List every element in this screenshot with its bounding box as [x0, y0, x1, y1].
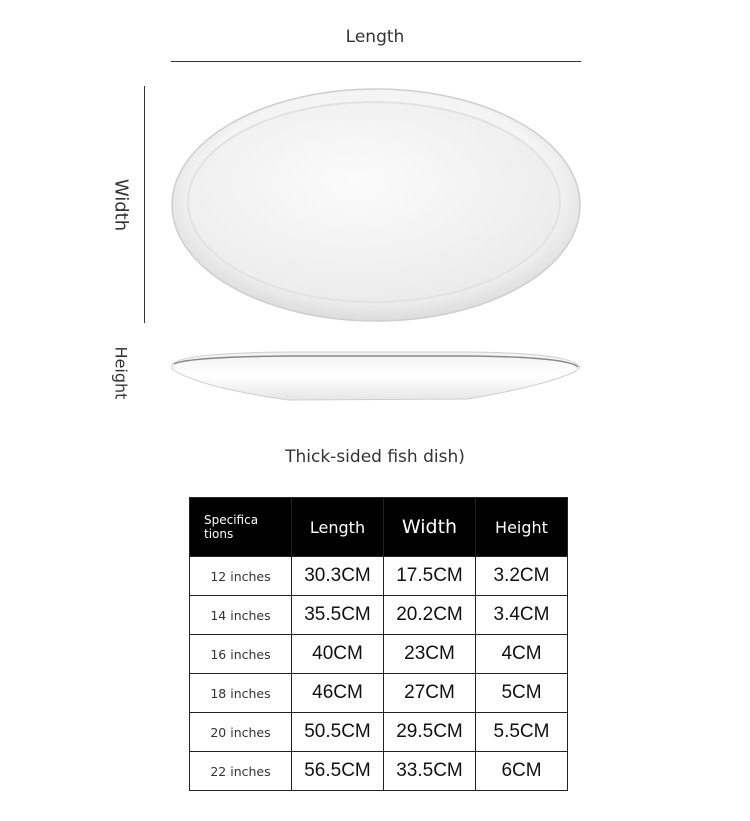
height-label: Height [111, 346, 131, 400]
cell-size: 18 inches [190, 674, 292, 713]
cell-width: 29.5CM [384, 713, 476, 752]
header-length: Length [292, 498, 384, 557]
cell-width: 23CM [384, 635, 476, 674]
cell-size: 12 inches [190, 557, 292, 596]
width-label: Width [110, 178, 132, 232]
header-height: Height [476, 498, 568, 557]
cell-size: 22 inches [190, 752, 292, 791]
cell-height: 6CM [476, 752, 568, 791]
table-row [190, 596, 568, 635]
cell-length: 50.5CM [292, 713, 384, 752]
cell-height: 5CM [476, 674, 568, 713]
cell-height: 4CM [476, 635, 568, 674]
cell-length: 35.5CM [292, 596, 384, 635]
length-label: Length [345, 27, 405, 47]
cell-length: 40CM [292, 635, 384, 674]
cell-size: 16 inches [190, 635, 292, 674]
caption: Thick-sided fish dish) [285, 447, 465, 467]
table-row [190, 557, 568, 596]
cell-length: 56.5CM [292, 752, 384, 791]
table-row [190, 674, 568, 713]
header-width: Width [384, 498, 476, 557]
cell-size: 20 inches [190, 713, 292, 752]
cell-height: 3.2CM [476, 557, 568, 596]
table-header-row [190, 498, 568, 557]
cell-width: 20.2CM [384, 596, 476, 635]
table-row [190, 752, 568, 791]
cell-width: 27CM [384, 674, 476, 713]
cell-height: 3.4CM [476, 596, 568, 635]
table-row [190, 713, 568, 752]
header-specifications: Specifica tions [190, 498, 292, 557]
plate-side-view-image [168, 345, 584, 403]
width-dimension-line [144, 86, 145, 323]
table-row [190, 635, 568, 674]
cell-height: 5.5CM [476, 713, 568, 752]
cell-length: 46CM [292, 674, 384, 713]
plate-top-view-image [168, 85, 584, 325]
cell-length: 30.3CM [292, 557, 384, 596]
cell-width: 33.5CM [384, 752, 476, 791]
specification-table [189, 497, 568, 791]
cell-size: 14 inches [190, 596, 292, 635]
cell-width: 17.5CM [384, 557, 476, 596]
length-dimension-line [171, 61, 581, 62]
